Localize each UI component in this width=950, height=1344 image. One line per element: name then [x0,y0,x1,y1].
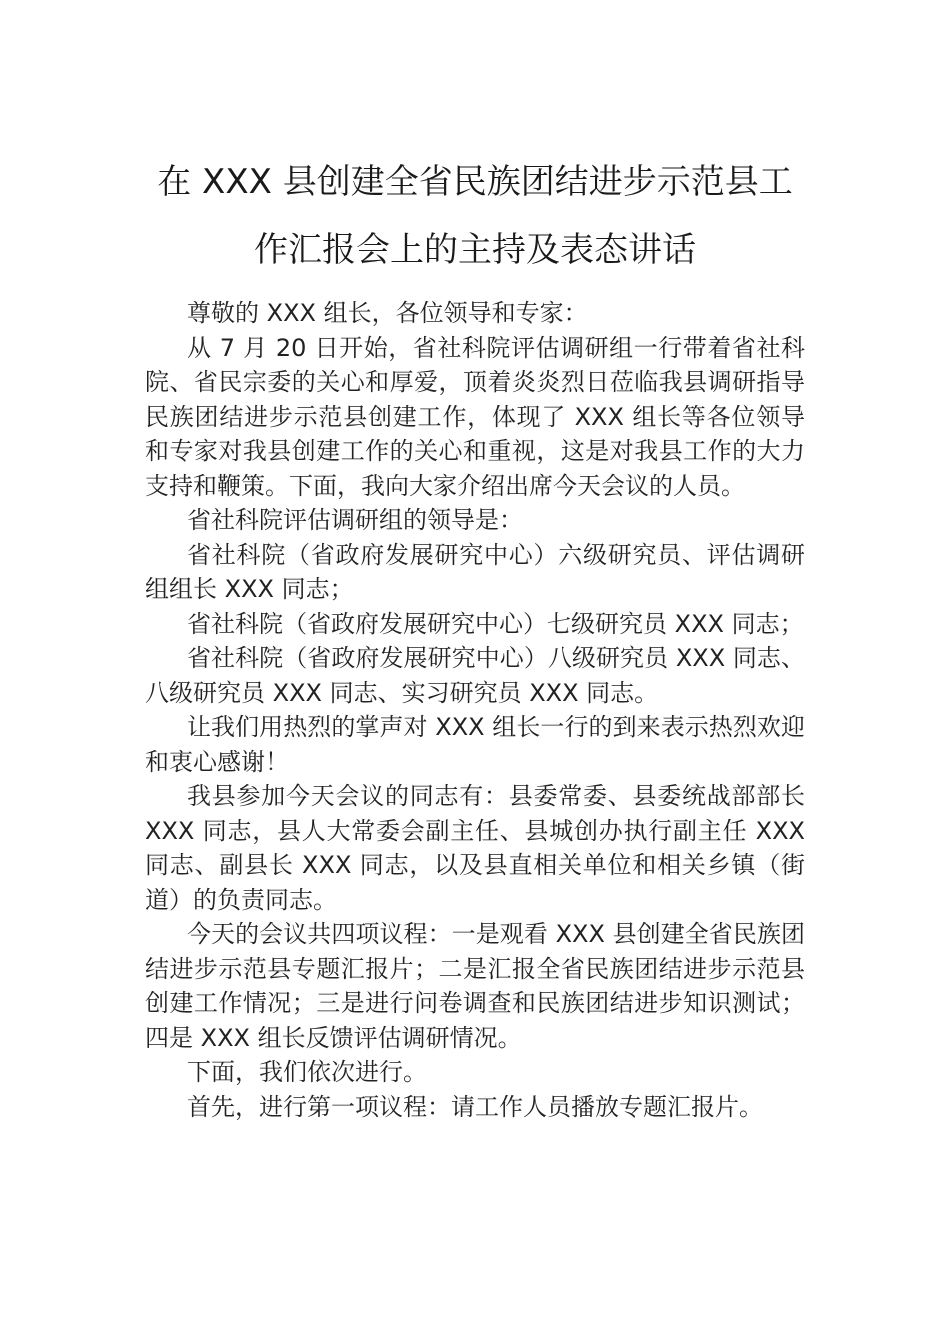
paragraph-leaders-intro: 省社科院评估调研组的领导是： [187,506,523,534]
paragraph-salutation: 尊敬的 XXX 组长，各位领导和专家： [187,299,588,327]
paragraph-leader-1: 省社科院（省政府发展研究中心）六级研究员、评估调研组组长 XXX 同志； [145,540,805,603]
paragraph-proceed: 下面，我们依次进行。 [187,1058,427,1086]
paragraph-leader-2: 省社科院（省政府发展研究中心）七级研究员 XXX 同志； [187,609,804,638]
title-line-1: 在 XXX 县创建全省民族团结进步示范县工 [157,162,793,202]
paragraph-opening: 从 7 月 20 日开始，省社科院评估调研组一行带着省社科院、省民宗委的关心和厚爱，顶着炎炎烈日莅临我县调研指导民族团结进步示范县创建工作，体现了 XXX 组长等各位领导和专家对我县创建工作的关心和重视，这是对我县工作的大力支持和鞭策。下面，我向大家介绍出席今天会议的人员。 [145,333,805,500]
paragraph-agenda: 今天的会议共四项议程：一是观看 XXX 县创建全省民族团结进步示范县专题汇报片；二是汇报全省民族团结进步示范县创建工作情况；三是进行问卷调查和民族团结进步知识测试；四是 XXX 组长反馈评估调研情况。 [145,920,805,1052]
document-body [145,296,805,1124]
document-page [145,148,805,1124]
title-line-2: 作汇报会上的主持及表态讲话 [254,230,696,270]
paragraph-welcome: 让我们用热烈的掌声对 XXX 组长一行的到来表示热烈欢迎和衷心感谢！ [145,713,805,776]
paragraph-first-item: 首先，进行第一项议程：请工作人员播放专题汇报片。 [187,1092,763,1121]
paragraph-attendees: 我县参加今天会议的同志有：县委常委、县委统战部部长 XXX 同志，县人大常委会副主任、县城创办执行副主任 XXX 同志、副县长 XXX 同志，以及县直相关单位和相关乡镇（街道）的负责同志。 [145,782,805,914]
paragraph-leader-3: 省社科院（省政府发展研究中心）八级研究员 XXX 同志、八级研究员 XXX 同志、实习研究员 XXX 同志。 [145,644,805,707]
document-title [145,148,805,284]
